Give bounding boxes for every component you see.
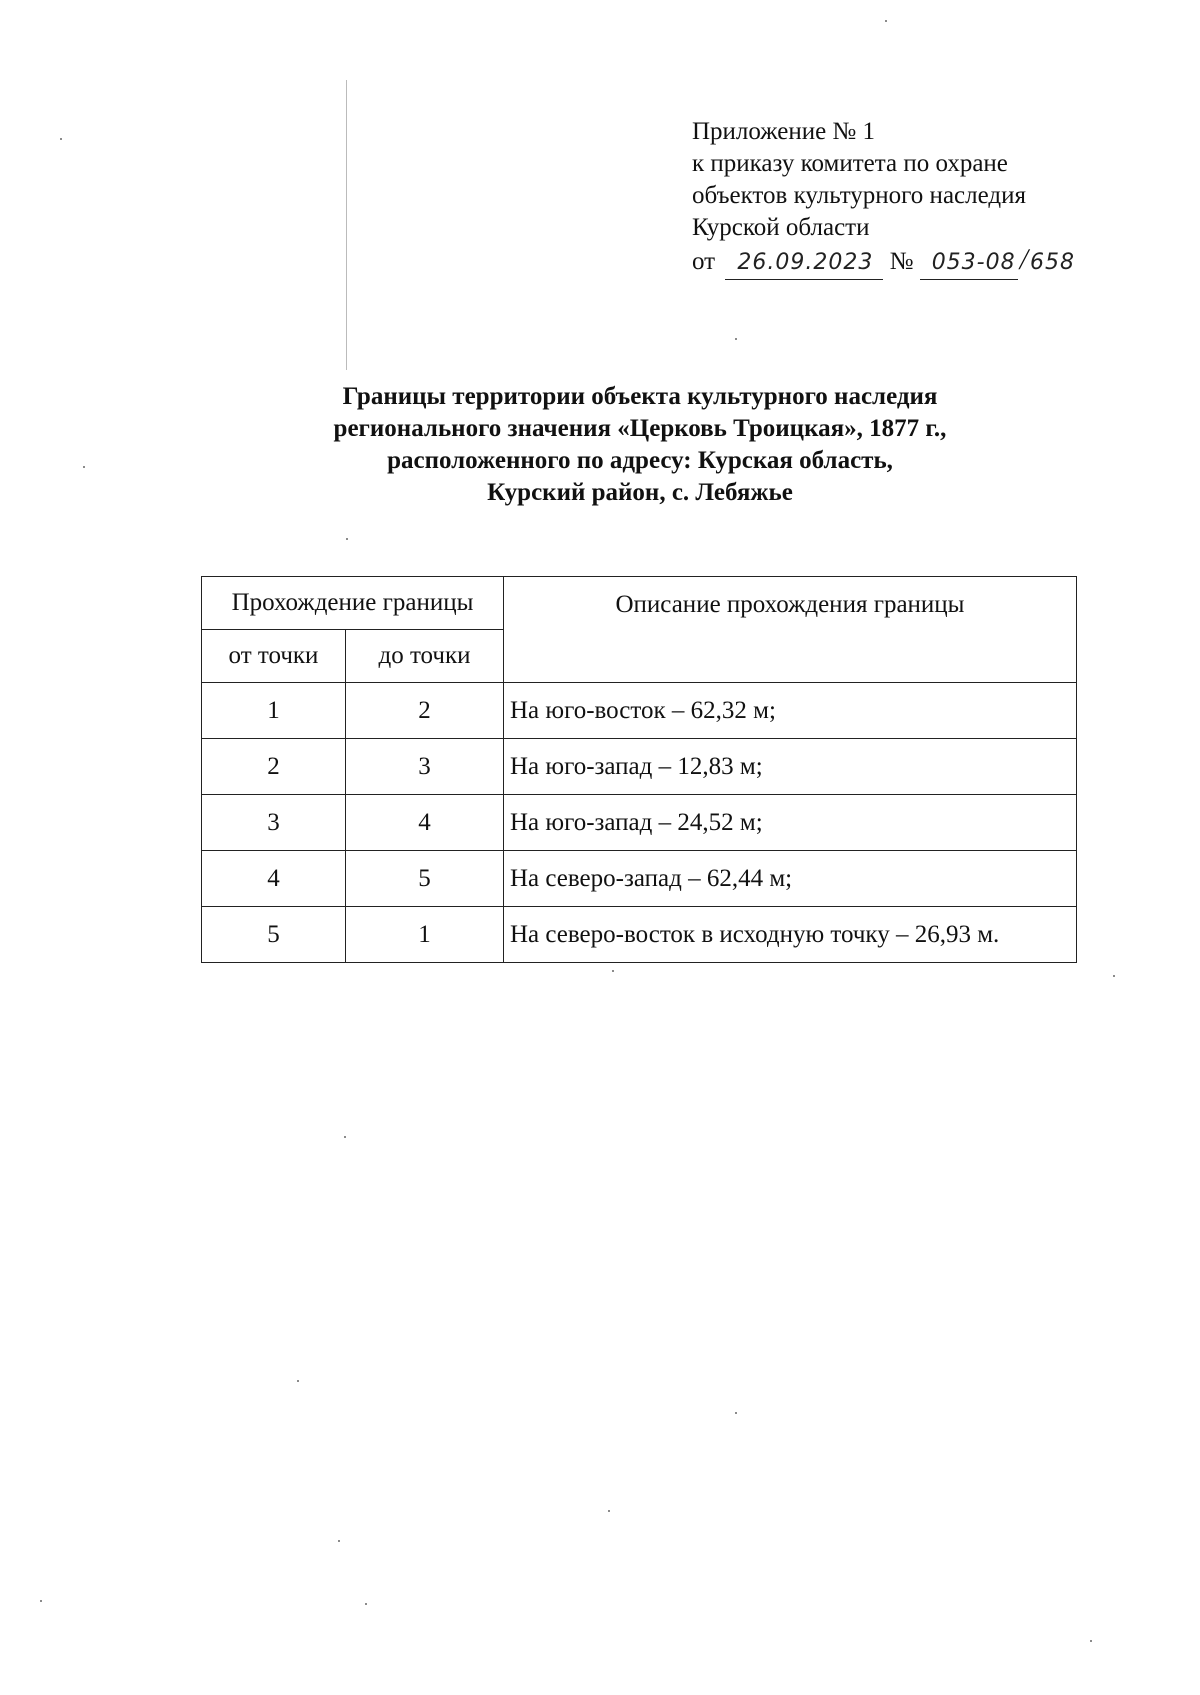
boundary-table (201, 576, 1077, 963)
cell-description: На северо-запад – 62,44 м; (504, 851, 1077, 907)
table-row (202, 795, 1077, 851)
cell-from: 5 (202, 907, 346, 963)
appendix-region: Курской области (692, 214, 870, 241)
table-row (202, 851, 1077, 907)
handwritten-number-part1: 053-08 (920, 247, 1018, 280)
header-from-point: от точки (202, 630, 346, 683)
header-boundary-passage: Прохождение границы (202, 577, 504, 630)
cell-from: 1 (202, 683, 346, 739)
appendix-number: Приложение № 1 (692, 118, 876, 145)
cell-to: 5 (346, 851, 504, 907)
table-header-row (202, 577, 1077, 630)
appendix-order-ref: к приказу комитета по охране (692, 150, 1008, 177)
cell-description: На юго-запад – 24,52 м; (504, 795, 1077, 851)
title-line-2: регионального значения «Церковь Троицкая», 1877 г., (333, 415, 947, 442)
handwritten-date: 26.09.2023 (725, 247, 883, 280)
title-line-3: расположенного по адресу: Курская область, (387, 447, 893, 474)
slash-mark: / (1016, 243, 1031, 276)
document-title (190, 381, 1090, 509)
number-label: № (889, 248, 914, 275)
cell-description: На северо-восток в исходную точку – 26,93 м. (504, 907, 1077, 963)
from-label: от (692, 248, 716, 275)
cell-to: 3 (346, 739, 504, 795)
appendix-committee: объектов культурного наследия (692, 182, 1026, 209)
cell-description: На юго-запад – 12,83 м; (504, 739, 1077, 795)
title-line-1: Границы территории объекта культурного наследия (342, 383, 938, 410)
appendix-block (692, 116, 1075, 280)
title-line-4: Курский район, с. Лебяжье (487, 479, 793, 506)
handwritten-number-part2: 658 (1029, 250, 1075, 275)
header-description: Описание прохождения границы (504, 577, 1077, 683)
table-row (202, 683, 1077, 739)
cell-to: 4 (346, 795, 504, 851)
cell-to: 1 (346, 907, 504, 963)
table-row (202, 739, 1077, 795)
cell-from: 4 (202, 851, 346, 907)
header-to-point: до точки (346, 630, 504, 683)
table-row (202, 907, 1077, 963)
cell-from: 3 (202, 795, 346, 851)
appendix-date-number-line (692, 244, 1075, 280)
cell-description: На юго-восток – 62,32 м; (504, 683, 1077, 739)
cell-from: 2 (202, 739, 346, 795)
scan-artifact-line (346, 80, 347, 370)
cell-to: 2 (346, 683, 504, 739)
